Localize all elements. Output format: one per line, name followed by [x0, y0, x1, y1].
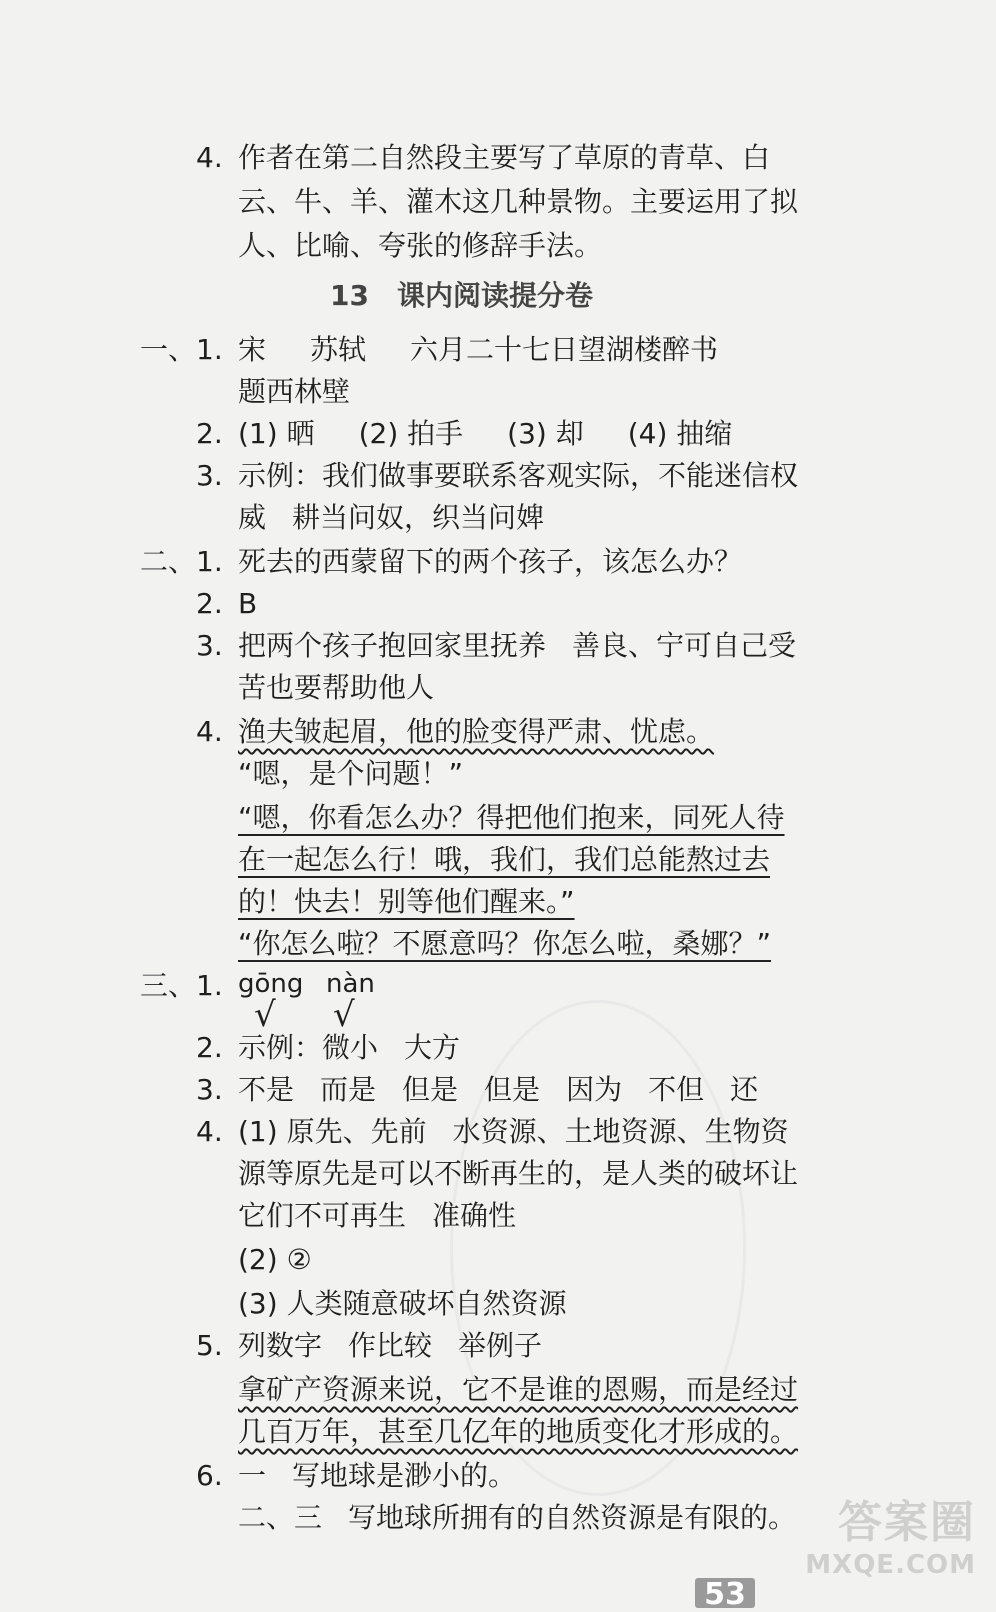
part3-label: 三、1.: [140, 969, 223, 1002]
part3-q5-line-2: [238, 1370, 798, 1410]
q3-action: 把两个孩子抱回家里抚养: [238, 629, 547, 662]
conj-3: 但是: [402, 1073, 459, 1106]
watermark-url: MXQE.COM: [805, 1550, 976, 1580]
conj-4: 但是: [484, 1073, 541, 1106]
q4-top-line-2: 云、牛、羊、灌木这几种景物。主要运用了拟: [238, 185, 799, 218]
part3-q4-number: 4.: [196, 1115, 223, 1148]
part2-q4-line-1: [238, 712, 714, 752]
part3-q4-line-2: 源等原先是可以不断再生的，是人类的破坏让: [238, 1157, 799, 1190]
q4-top-line-1: 作者在第二自然段主要写了草原的青草、白: [238, 141, 771, 174]
part2-q4-line-5: [238, 882, 575, 922]
part2-q3-line-2: 苦也要帮助他人: [238, 671, 435, 704]
part1-q1-answer: [238, 330, 718, 370]
part3-q5-line-1: [238, 1326, 542, 1366]
part2-q3-number: 3.: [196, 629, 223, 662]
wavy-underlined-text: 几百万年，甚至几亿年的地质变化才形成的。: [238, 1415, 799, 1448]
part2-q1-answer: 死去的西蒙留下的两个孩子，该怎么办？: [238, 545, 743, 578]
q4-sub1-words: (1) 原先、先前: [238, 1115, 427, 1148]
q3-trait: 善良、宁可自己受: [572, 629, 797, 662]
paragraph-ref-2: 二、三: [238, 1501, 323, 1534]
page-number: 53: [695, 1578, 755, 1608]
part2-q4-number: 4.: [196, 715, 223, 748]
watermark-logo: [805, 1486, 976, 1580]
underlined-text-4: “你怎么啦？不愿意吗？你怎么啦，桑娜？”: [238, 927, 772, 960]
part3-q6-number: 6.: [196, 1459, 223, 1492]
method-3: 举例子: [458, 1329, 543, 1362]
pinyin-1: gōng: [238, 969, 304, 999]
conj-1: 不是: [238, 1073, 295, 1106]
part3-q4-sub2: (2) ②: [238, 1243, 312, 1276]
part2-q4-line-2: “嗯，是个问题！”: [238, 757, 464, 790]
part2-label: 二、1.: [140, 545, 223, 578]
q2-item-4: (4) 抽缩: [627, 417, 733, 450]
underlined-text-1: “嗯，你看怎么办？得把他们抱来，同死人待: [238, 801, 785, 834]
q2-item-2: (2) 拍手: [358, 417, 464, 450]
q4-top-number: 4.: [196, 141, 223, 174]
q2-word-2: 大方: [404, 1031, 461, 1064]
wavy-underlined-text: 渔夫皱起眉，他的脸变得严肃、忧虑。: [238, 715, 715, 748]
q2-item-1: (1) 晒: [238, 417, 315, 450]
part3-q3-answer: [238, 1070, 758, 1110]
conj-5: 因为: [566, 1073, 623, 1106]
method-1: 列数字: [238, 1329, 323, 1362]
part3-q3-number: 3.: [196, 1073, 223, 1106]
wavy-underlined-text: 拿矿产资源来说，它不是谁的恩赐，而是经过: [238, 1373, 799, 1406]
part2-q4-line-6: [238, 924, 771, 964]
part3-q2-answer: [238, 1028, 460, 1068]
part1-q3-number: 3.: [196, 459, 223, 492]
q3-proverb: 耕当问奴，织当问婢: [292, 501, 545, 534]
q4-sub1-reason-end: 它们不可再生: [238, 1199, 407, 1232]
part2-q2-number: 2.: [196, 587, 223, 620]
part2-q4-line-4: [238, 840, 770, 880]
part1-q2-number: 2.: [196, 417, 223, 450]
part3-q4-line-1: [238, 1112, 789, 1152]
method-2: 作比较: [348, 1329, 433, 1362]
paragraph-summary-2: 写地球所拥有的自然资源是有限的。: [348, 1501, 797, 1534]
section-title: 13 课内阅读提分卷: [330, 279, 593, 312]
conj-2: 而是: [320, 1073, 377, 1106]
check-mark-icon: √: [254, 995, 276, 1035]
underlined-text-3: 的！快去！别等他们醒来。”: [238, 885, 575, 918]
part1-q3-line-1: 示例：我们做事要联系客观实际，不能迷信权: [238, 459, 799, 492]
answer-poem-1: 六月二十七日望湖楼醉书: [410, 333, 719, 366]
part3-q2-number: 2.: [196, 1031, 223, 1064]
paragraph-summary-1: 写地球是渺小的。: [292, 1459, 517, 1492]
part3-q6-line-1: [238, 1456, 516, 1496]
paragraph-ref-1: 一: [238, 1459, 267, 1492]
pinyin-2: nàn: [326, 969, 375, 999]
part3-q4-line-3: [238, 1196, 516, 1236]
q2-item-3: (3) 却: [507, 417, 584, 450]
q4-top-line-3: 人、比喻、夸张的修辞手法。: [238, 229, 603, 262]
answer-dynasty: 宋: [238, 333, 267, 366]
check-mark-icon: √: [333, 995, 355, 1035]
conj-6: 不但: [648, 1073, 705, 1106]
part2-q3-line-1: [238, 626, 796, 666]
part3-q4-sub3: (3) 人类随意破坏自然资源: [238, 1287, 567, 1320]
part1-q3-line-2: [238, 498, 544, 538]
part3-q5-line-3: [238, 1412, 798, 1452]
part3-q5-number: 5.: [196, 1329, 223, 1362]
part3-q6-line-2: [238, 1498, 796, 1538]
q2-word-1: 示例：微小: [238, 1031, 379, 1064]
watermark-title: 答案圈: [838, 1497, 976, 1548]
part2-q2-answer: B: [238, 587, 258, 620]
q3-end-word: 威: [238, 501, 267, 534]
q4-sub1-quality: 准确性: [432, 1199, 517, 1232]
part1-label: 一、1.: [140, 333, 223, 366]
conj-7: 还: [730, 1073, 759, 1106]
answer-poem-2: 题西林壁: [238, 375, 351, 408]
part1-q2-answer: [238, 414, 732, 454]
answer-author: 苏轼: [310, 333, 367, 366]
underlined-text-2: 在一起怎么行！哦，我们，我们总能熬过去: [238, 843, 771, 876]
part2-q4-line-3: [238, 798, 785, 838]
q4-sub1-reason-start: 水资源、土地资源、生物资: [452, 1115, 789, 1148]
